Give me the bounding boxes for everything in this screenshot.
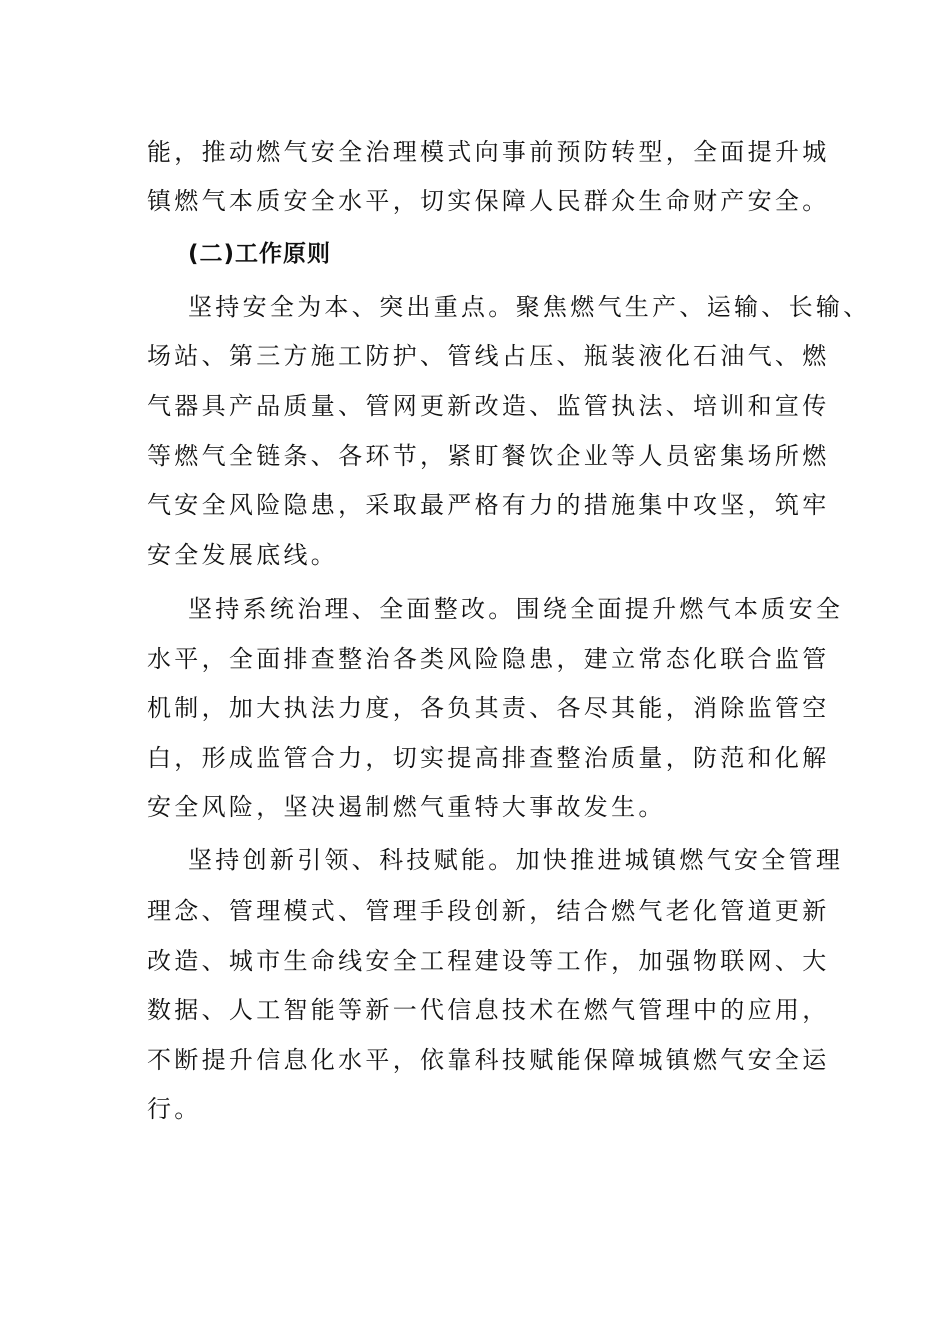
intro-line-2: 镇燃气本质安全水平，切实保障人民群众生命财产安全。 <box>147 187 830 215</box>
paragraph1-line-6: 安全发展底线。 <box>147 541 339 569</box>
paragraph2-line-5: 安全风险，坚决遏制燃气重特大事故发生。 <box>147 793 666 821</box>
intro-line-1: 能，推动燃气安全治理模式向事前预防转型，全面提升城 <box>147 138 830 166</box>
section-heading: (二)工作原则 <box>188 241 332 267</box>
paragraph3-line-1: 坚持创新引领、科技赋能。加快推进城镇燃气安全管理 <box>188 846 844 874</box>
paragraph3-line-2: 理念、管理模式、管理手段创新，结合燃气老化管道更新 <box>147 897 830 925</box>
paragraph3-line-4: 数据、人工智能等新一代信息技术在燃气管理中的应用， <box>147 996 830 1024</box>
paragraph2-line-1: 坚持系统治理、全面整改。围绕全面提升燃气本质安全 <box>188 595 844 623</box>
paragraph1-line-2: 场站、第三方施工防护、管线占压、瓶装液化石油气、燃 <box>147 342 830 370</box>
paragraph3-line-3: 改造、城市生命线安全工程建设等工作，加强物联网、大 <box>147 947 830 975</box>
paragraph3-line-6: 行。 <box>147 1095 202 1123</box>
paragraph2-line-2: 水平，全面排查整治各类风险隐患，建立常态化联合监管 <box>147 645 830 673</box>
paragraph2-line-3: 机制，加大执法力度，各负其责、各尽其能，消除监管空 <box>147 694 830 722</box>
paragraph1-line-1: 坚持安全为本、突出重点。聚焦燃气生产、运输、长输、 <box>188 293 871 321</box>
paragraph1-line-4: 等燃气全链条、各环节，紧盯餐饮企业等人员密集场所燃 <box>147 442 830 470</box>
paragraph1-line-3: 气器具产品质量、管网更新改造、监管执法、培训和宣传 <box>147 392 830 420</box>
paragraph2-line-4: 白，形成监管合力，切实提高排查整治质量，防范和化解 <box>147 744 830 772</box>
paragraph1-line-5: 气安全风险隐患，采取最严格有力的措施集中攻坚，筑牢 <box>147 491 830 519</box>
paragraph3-line-5: 不断提升信息化水平，依靠科技赋能保障城镇燃气安全运 <box>147 1046 830 1074</box>
